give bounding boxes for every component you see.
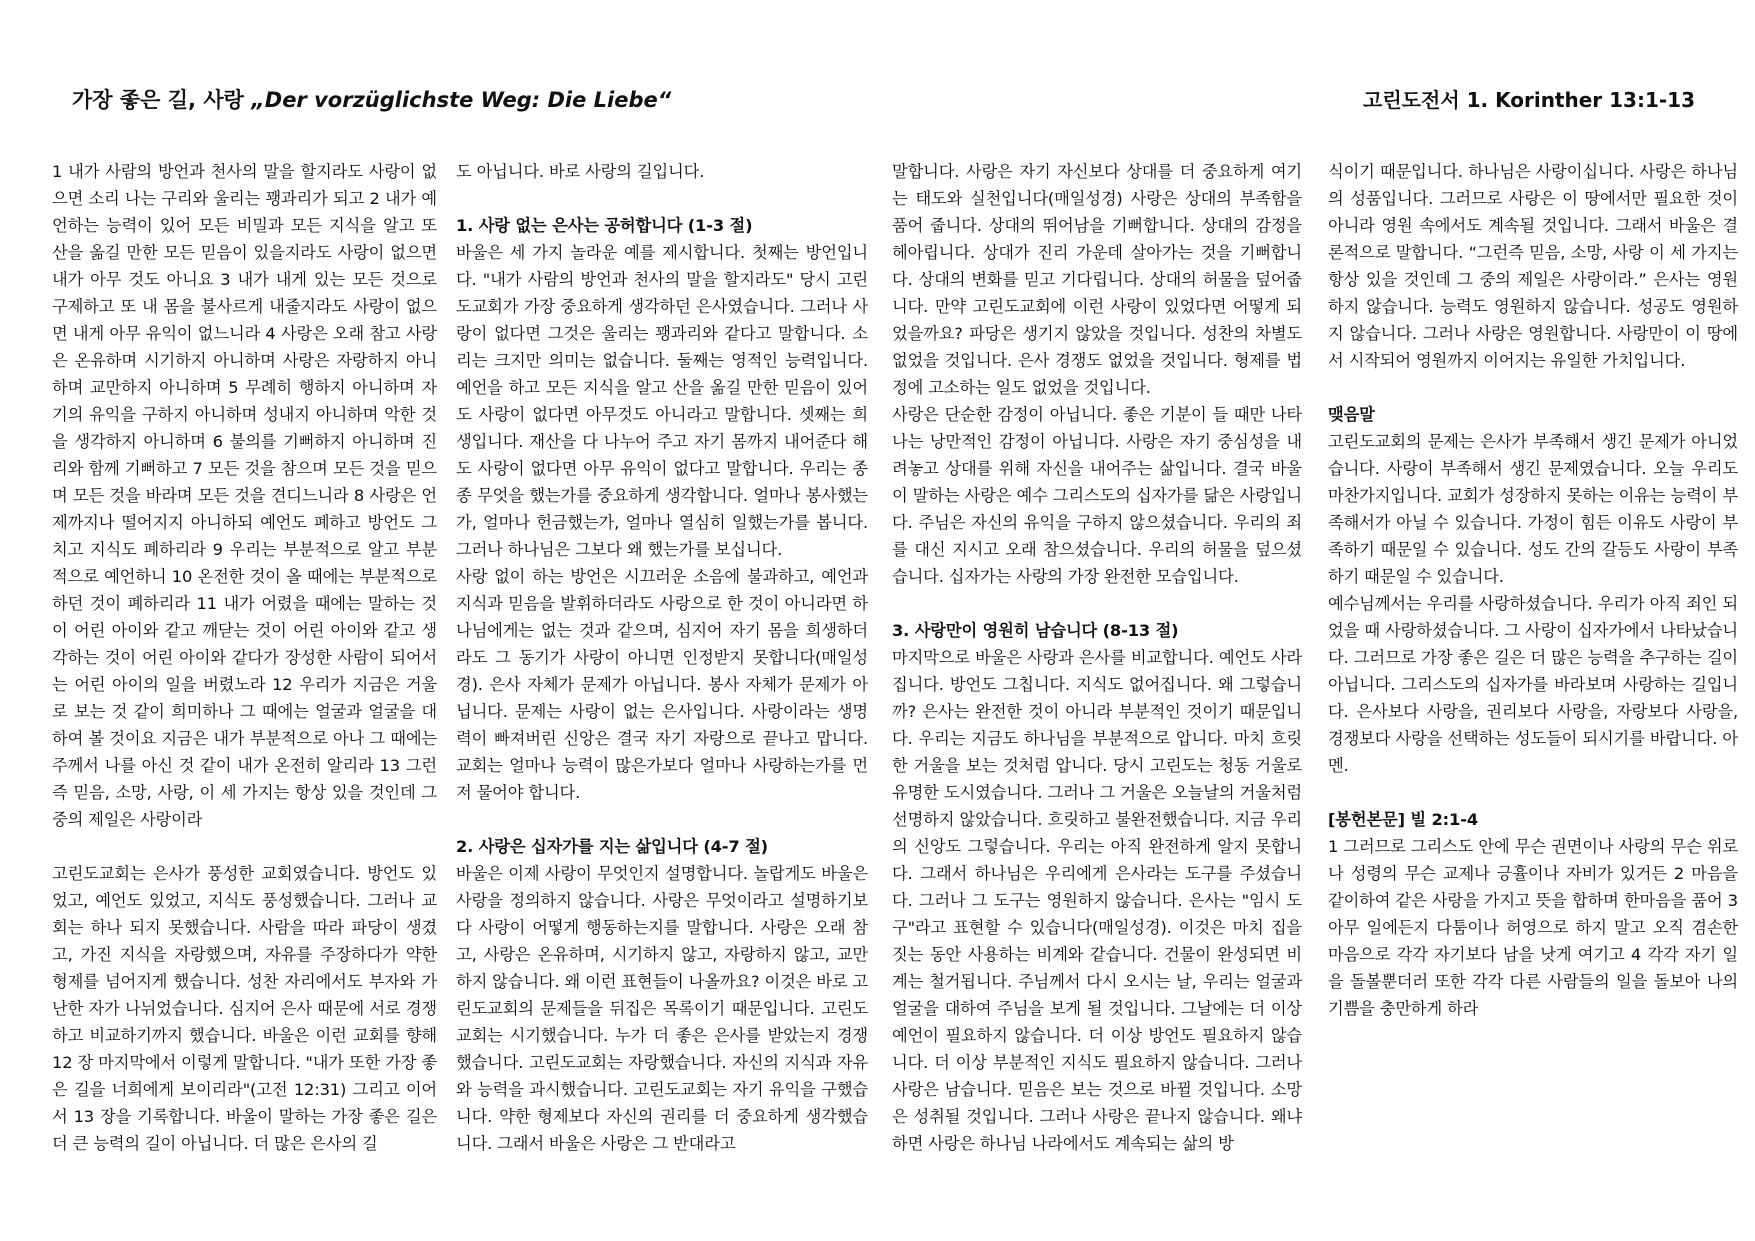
column-2 <box>456 158 868 1157</box>
column-3 <box>892 158 1302 1157</box>
column-1 <box>52 158 437 1157</box>
title-korean: 가장 좋은 길, 사랑 <box>72 88 244 112</box>
intro-paragraph-continued: 도 아닙니다. 바로 사랑의 길입니다. <box>456 162 705 181</box>
section-3-heading: 3. 사랑만이 영원히 남습니다 (8-13 절) <box>892 621 1179 640</box>
section-2-paragraph-1-continued: 말합니다. 사랑은 자기 자신보다 상대를 더 중요하게 여기는 태도와 실천입니다(매일성경) 사랑은 상대의 부족함을 품어 줍니다. 상대의 뛰어남을 기뻐합니다. 상대의 감정을 헤아립니다. 상대가 진리 가운데 살아가는 것을 기뻐합니다. 상대의 변화를 믿고 기다립니다. 상대의 허물을 덮어줍니다. 만약 고린도교회에 이런 사랑이 있었다면 어떻게 되었을까요? 파당은 생기지 않았을 것입니다. 성찬의 차별도 없었을 것입니다. 은사 경쟁도 없었을 것입니다. 형제를 법정에 고소하는 일도 없었을 것입니다. <box>892 162 1302 397</box>
column-4 <box>1328 158 1738 1022</box>
section-3-paragraph-1: 마지막으로 바울은 사랑과 은사를 비교합니다. 예언도 사라집니다. 방언도 그칩니다. 지식도 없어집니다. 왜 그렇습니까? 은사는 완전한 것이 아니라 부분적인 것이기 때문입니다. 우리는 지금도 하나님을 부분적으로 압니다. 마치 흐릿한 거울을 보는 것처럼 압니다. 당시 고린도는 청동 거울로 유명한 도시였습니다. 그러나 그 거울은 오늘날의 거울처럼 선명하지 않았습니다. 흐릿하고 불완전했습니다. 지금 우리의 신앙도 그렇습니다. 우리는 아직 완전하게 알지 못합니다. 그래서 하나님은 우리에게 은사라는 도구를 주셨습니다. 그러나 그 도구는 영원하지 않습니다. 은사는 "임시 도구"라고 표현할 수 있습니다(매일성경). 이것은 마치 집을 짓는 동안 사용하는 비계와 같습니다. 건물이 완성되면 비계는 철거됩니다. 주님께서 다시 오시는 날, 우리는 얼굴과 얼굴을 대하여 주님을 보게 될 것입니다. 그날에는 더 이상 예언이 필요하지 않습니다. 더 이상 방언도 필요하지 않습니다. 더 이상 부분적인 지식도 필요하지 않습니다. 그러나 사랑은 남습니다. 믿음은 보는 것으로 바뀔 것입니다. 소망은 성취될 것입니다. 그러나 사랑은 끝나지 않습니다. 왜냐하면 사랑은 하나님 나라에서도 계속되는 삶의 방 <box>892 648 1302 1153</box>
sermon-title <box>72 84 671 114</box>
section-1-heading: 1. 사랑 없는 은사는 공허합니다 (1-3 절) <box>456 216 753 235</box>
scripture-text: 1 내가 사람의 방언과 천사의 말을 할지라도 사랑이 없으면 소리 나는 구리와 울리는 꽹과리가 되고 2 내가 예언하는 능력이 있어 모든 비밀과 모든 지식을 알고 또 산을 옮길 만한 모든 믿음이 있을지라도 사랑이 없으면 내가 아무 것도 아니요 3 내가 내게 있는 모든 것으로 구제하고 또 내 몸을 불사르게 내줄지라도 사랑이 없으면 내게 아무 유익이 없느니라 4 사랑은 오래 참고 사랑은 온유하며 시기하지 아니하며 사랑은 자랑하지 아니하며 교만하지 아니하며 5 무례히 행하지 아니하며 자기의 유익을 구하지 아니하며 성내지 아니하며 악한 것을 생각하지 아니하며 6 불의를 기뻐하지 아니하며 진리와 함께 기뻐하고 7 모든 것을 참으며 모든 것을 믿으며 모든 것을 바라며 모든 것을 견디느니라 8 사랑은 언제까지나 떨어지지 아니하되 예언도 폐하고 방언도 그치고 지식도 폐하리라 9 우리는 부분적으로 알고 부분적으로 예언하니 10 온전한 것이 올 때에는 부분적으로 하던 것이 폐하리라 11 내가 어렸을 때에는 말하는 것이 어린 아이와 같고 깨닫는 것이 어린 아이와 같고 생각하는 것이 어린 아이와 같다가 장성한 사람이 되어서는 어린 아이의 일을 버렸노라 12 우리가 지금은 거울로 보는 것 같이 희미하나 그 때에는 얼굴과 얼굴을 대하여 볼 것이요 지금은 내가 부분적으로 아나 그 때에는 주께서 나를 아신 것 같이 내가 온전히 알리라 13 그런즉 믿음, 소망, 사랑, 이 세 가지는 항상 있을 것인데 그 중의 제일은 사랑이라 <box>52 162 437 829</box>
conclusion-paragraph-2: 예수님께서는 우리를 사랑하셨습니다. 우리가 아직 죄인 되었을 때 사랑하셨습니다. 그 사랑이 십자가에서 나타났습니다. 그러므로 가장 좋은 길은 더 많은 능력을 추구하는 길이 아닙니다. 그리스도의 십자가를 바라보며 사랑하는 길입니다. 은사보다 사랑을, 권리보다 사랑을, 자랑보다 사랑을, 경쟁보다 사랑을 선택하는 성도들이 되시기를 바랍니다. 아멘. <box>1328 594 1738 775</box>
offering-scripture-text: 1 그러므로 그리스도 안에 무슨 권면이나 사랑의 무슨 위로나 성령의 무슨 교제나 긍휼이나 자비가 있거든 2 마음을 같이하여 같은 사랑을 가지고 뜻을 합하며 한마음을 품어 3 아무 일에든지 다툼이나 허영으로 하지 말고 오직 겸손한 마음으로 각각 자기보다 남을 낫게 여기고 4 각각 자기 일을 돌볼뿐더러 또한 각각 다른 사람들의 일을 돌보아 나의 기쁨을 충만하게 하라 <box>1328 837 1738 1018</box>
section-3-paragraph-1-continued: 식이기 때문입니다. 하나님은 사랑이십니다. 사랑은 하나님의 성품입니다. 그러므로 사랑은 이 땅에서만 필요한 것이 아니라 영원 속에서도 계속될 것입니다. 그래서 바울은 결론적으로 말합니다. “그런즉 믿음, 소망, 사랑 이 세 가지는 항상 있을 것인데 그 중의 제일은 사랑이라.” 은사는 영원하지 않습니다. 능력도 영원하지 않습니다. 성공도 영원하지 않습니다. 그러나 사랑은 영원합니다. 사랑만이 이 땅에서 시작되어 영원까지 이어지는 유일한 가치입니다. <box>1328 162 1738 370</box>
page-header <box>72 84 1695 118</box>
section-2-paragraph-1: 바울은 이제 사랑이 무엇인지 설명합니다. 놀랍게도 바울은 사랑을 정의하지 않습니다. 사랑은 무엇이라고 설명하기보다 사랑이 어떻게 행동하는지를 말합니다. 사랑은 오래 참고, 사랑은 온유하며, 시기하지 않고, 자랑하지 않고, 교만하지 않습니다. 왜 이런 표현들이 나올까요? 이것은 바로 고린도교회의 문제들을 뒤집은 목록이기 때문입니다. 고린도교회는 시기했습니다. 누가 더 좋은 은사를 받았는지 경쟁했습니다. 고린도교회는 자랑했습니다. 자신의 지식과 자유와 능력을 과시했습니다. 고린도교회는 자기 유익을 구했습니다. 약한 형제보다 자신의 권리를 더 중요하게 생각했습니다. 그래서 바울은 사랑은 그 반대라고 <box>456 864 869 1153</box>
section-2-paragraph-2: 사랑은 단순한 감정이 아닙니다. 좋은 기분이 들 때만 나타나는 낭만적인 감정이 아닙니다. 사랑은 자기 중심성을 내려놓고 상대를 위해 자신을 내어주는 삶입니다. 결국 바울이 말하는 사랑은 예수 그리스도의 십자가를 닮은 사랑입니다. 주님은 자신의 유익을 구하지 않으셨습니다. 우리의 죄를 대신 지시고 오래 참으셨습니다. 우리의 허물을 덮으셨습니다. 십자가는 사랑의 가장 완전한 모습입니다. <box>892 405 1302 586</box>
conclusion-heading: 맺음말 <box>1328 405 1375 424</box>
scripture-reference: 고린도전서 1. Korinther 13:1-13 <box>1363 88 1695 112</box>
section-1-paragraph-1: 바울은 세 가지 놀라운 예를 제시합니다. 첫째는 방언입니다. "내가 사람의 방언과 천사의 말을 할지라도" 당시 고린도교회가 가장 중요하게 생각하던 은사였습니다. 그러나 사랑이 없다면 그것은 울리는 꽹과리와 같다고 말합니다. 소리는 크지만 의미는 없습니다. 둘째는 영적인 능력입니다. 예언을 하고 모든 지식을 알고 산을 옮길 만한 믿음이 있어도 사랑이 없다면 아무것도 아니라고 말합니다. 셋째는 희생입니다. 재산을 다 나누어 주고 자기 몸까지 내어준다 해도 사랑이 없다면 아무 유익이 없다고 말합니다. 우리는 종종 무엇을 했는가를 중요하게 생각합니다. 얼마나 봉사했는가, 얼마나 헌금했는가, 얼마나 열심히 일했는가를 봅니다. 그러나 하나님은 그보다 왜 했는가를 보십니다. <box>456 243 868 559</box>
intro-paragraph: 고린도교회는 은사가 풍성한 교회였습니다. 방언도 있었고, 예언도 있었고, 지식도 풍성했습니다. 그러나 교회는 하나 되지 못했습니다. 사람을 따라 파당이 생겼고, 가진 지식을 자랑했으며, 자유를 주장하다가 약한 형제를 넘어지게 했습니다. 성찬 자리에서도 부자와 가난한 자가 나뉘었습니다. 심지어 은사 때문에 서로 경쟁하고 비교하기까지 했습니다. 바울은 이런 교회를 향해 12 장 마지막에서 이렇게 말합니다. "내가 또한 가장 좋은 길을 너희에게 보이리라"(고전 12:31) 그리고 이어서 13 장을 기록합니다. 바울이 말하는 가장 좋은 길은 더 큰 능력의 길이 아닙니다. 더 많은 은사의 길 <box>52 864 437 1153</box>
conclusion-paragraph-1: 고린도교회의 문제는 은사가 부족해서 생긴 문제가 아니었습니다. 사랑이 부족해서 생긴 문제였습니다. 오늘 우리도 마찬가지입니다. 교회가 성장하지 못하는 이유는 능력이 부족해서가 아닐 수 있습니다. 가정이 힘든 이유도 사랑이 부족하기 때문일 수 있습니다. 성도 간의 갈등도 사랑이 부족하기 때문일 수 있습니다. <box>1328 432 1738 586</box>
offering-scripture-heading: [봉헌본문] 빌 2:1-4 <box>1328 810 1479 829</box>
section-2-heading: 2. 사랑은 십자가를 지는 삶입니다 (4-7 절) <box>456 837 768 856</box>
title-german: „Der vorzüglichste Weg: Die Liebe“ <box>251 88 672 112</box>
section-1-paragraph-2: 사랑 없이 하는 방언은 시끄러운 소음에 불과하고, 예언과 지식과 믿음을 발휘하더라도 사랑으로 한 것이 아니라면 하나님에게는 없는 것과 같으며, 심지어 자기 몸을 희생하더라도 그 동기가 사랑이 아니면 인정받지 못합니다(매일성경). 은사 자체가 문제가 아닙니다. 봉사 자체가 문제가 아닙니다. 문제는 사랑이 없는 은사입니다. 사랑이라는 생명력이 빠져버린 신앙은 결국 자기 자랑으로 끝나고 맙니다. 교회는 얼마나 능력이 많은가보다 얼마나 사랑하는가를 먼저 물어야 합니다. <box>456 567 868 802</box>
